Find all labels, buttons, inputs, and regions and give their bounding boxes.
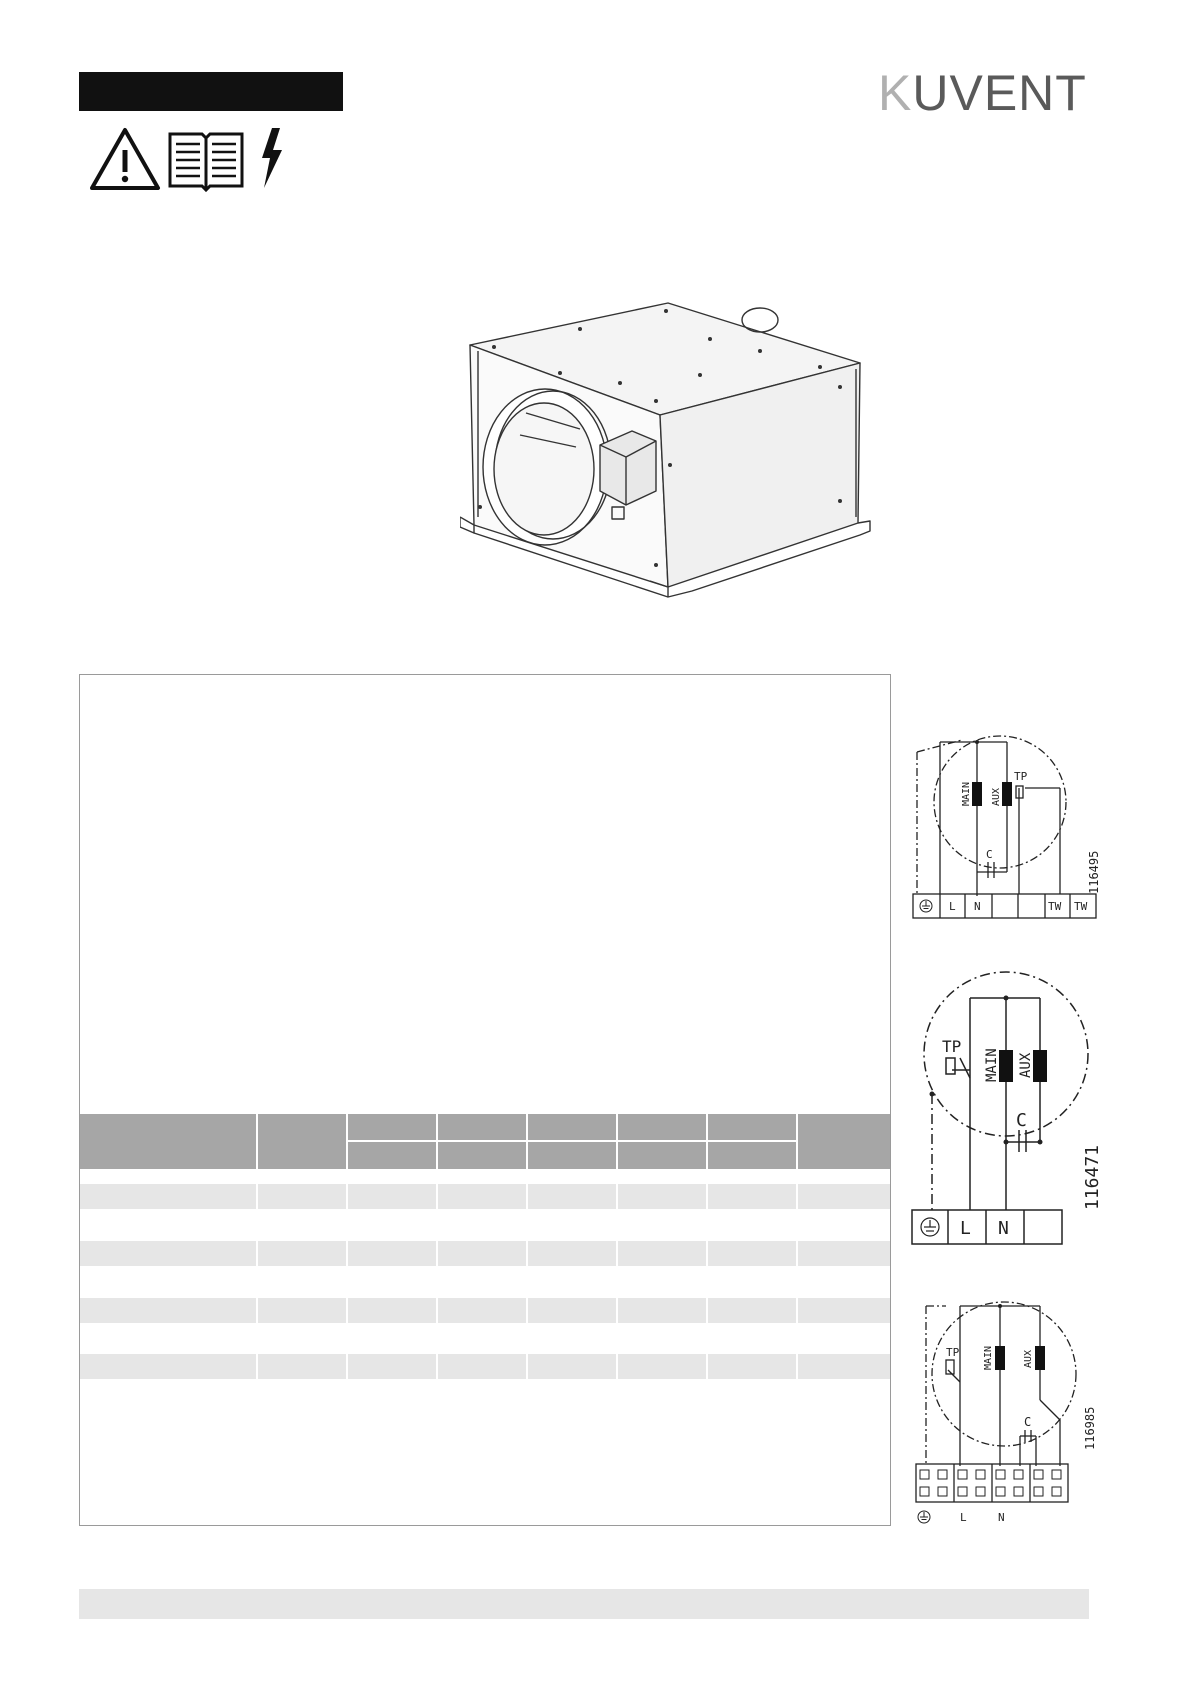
table-header-cell — [80, 1114, 256, 1169]
table-header-cell — [618, 1142, 706, 1169]
main-winding — [995, 1346, 1005, 1370]
terminal-l: L — [960, 1511, 967, 1524]
table-row — [80, 1298, 890, 1323]
fan-box-illustration — [460, 295, 900, 625]
capacitor-label: C — [1016, 1110, 1027, 1131]
aux-label: AUX — [991, 787, 1002, 806]
aux-winding — [1035, 1346, 1045, 1370]
ground-icon — [921, 1218, 939, 1236]
manual-book-icon — [170, 134, 242, 190]
table-header-cell — [438, 1114, 526, 1140]
logo-letters-rest: UVENT — [912, 66, 1087, 118]
tp-label: TP — [942, 1037, 962, 1056]
terminal-l: L — [949, 900, 956, 913]
aux-winding — [1033, 1050, 1047, 1082]
capacitor-label: C — [1024, 1415, 1032, 1429]
electric-bolt-icon — [262, 128, 282, 188]
main-label: MAIN — [984, 1048, 1000, 1082]
main-label: MAIN — [961, 781, 972, 806]
table-header-cell — [708, 1114, 796, 1140]
terminal-n: N — [998, 1218, 1009, 1239]
diagram-code: 116495 — [1087, 850, 1101, 894]
table-header-cell — [258, 1114, 346, 1169]
tp-label: TP — [946, 1346, 960, 1359]
aux-winding — [1002, 782, 1012, 806]
main-winding — [999, 1050, 1013, 1082]
terminal-n: N — [998, 1511, 1005, 1524]
wiring-diagram-116495 — [912, 712, 1102, 924]
table-header-cell — [618, 1114, 706, 1140]
table-header-cell — [708, 1142, 796, 1169]
wiring-diagram-116471 — [908, 970, 1104, 1248]
main-winding — [972, 782, 982, 806]
table-row — [80, 1269, 890, 1294]
specification-box — [79, 674, 891, 1526]
warning-icons-group — [90, 122, 300, 194]
table-header-cell — [528, 1142, 616, 1169]
warning-triangle-icon — [92, 130, 158, 188]
aux-label: AUX — [1018, 1052, 1034, 1078]
ground-icon — [918, 1511, 930, 1523]
diagram-code: 116471 — [1082, 1144, 1103, 1210]
table-header-cell — [348, 1114, 436, 1140]
table-row — [80, 1184, 890, 1209]
ground-icon — [920, 900, 932, 912]
table-header-cell — [348, 1142, 436, 1169]
main-label: MAIN — [983, 1345, 994, 1370]
logo-letter-k: K — [878, 66, 913, 118]
svg-text:KUVENT — [878, 66, 1087, 118]
footer-bar — [79, 1589, 1089, 1619]
table-header-cell — [528, 1114, 616, 1140]
table-row — [80, 1354, 890, 1379]
table-row — [80, 1212, 890, 1237]
terminal-tw: TW — [1048, 900, 1062, 913]
table-header-cell — [438, 1142, 526, 1169]
kuvent-logo — [878, 66, 1100, 118]
table-row — [80, 1241, 890, 1266]
table-header-cell — [798, 1114, 890, 1169]
table-row — [80, 1326, 890, 1351]
diagram-code: 116985 — [1083, 1406, 1097, 1450]
terminal-tw: TW — [1074, 900, 1088, 913]
capacitor-label: C — [986, 848, 993, 861]
header-black-bar — [79, 72, 343, 111]
tp-label: TP — [1014, 770, 1028, 783]
terminal-n: N — [974, 900, 981, 913]
aux-label: AUX — [1023, 1349, 1034, 1368]
terminal-l: L — [960, 1218, 971, 1239]
wiring-diagram-116985 — [912, 1296, 1102, 1528]
